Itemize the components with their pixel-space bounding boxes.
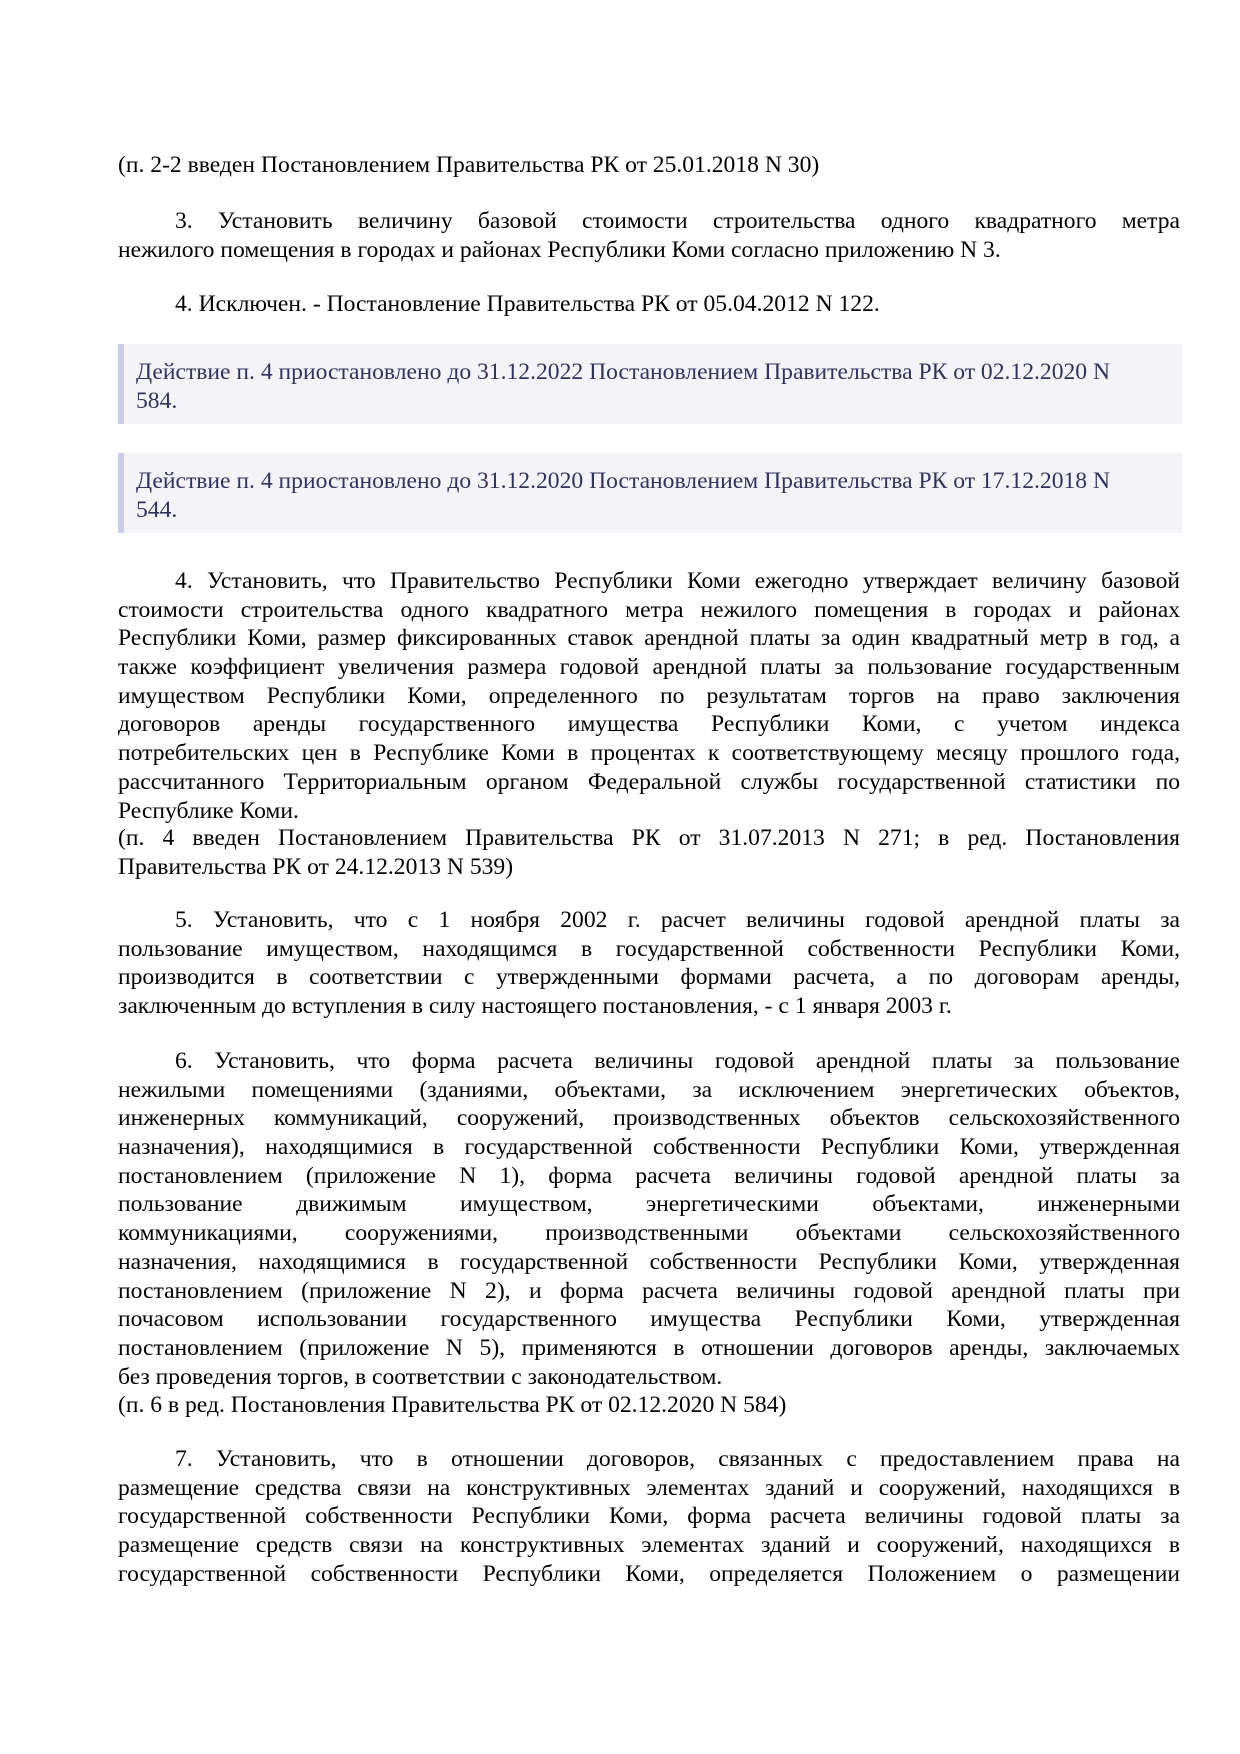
text-line: размещение средств связи на конструктивных элементах зданий и сооружений, находящихся в [118, 1532, 1180, 1559]
text-line: размещение средства связи на конструктивных элементах зданий и сооружений, находящихся в [118, 1474, 1180, 1501]
paragraph-note-4 [118, 824, 1180, 881]
text-line: коммуникациями, сооружениями, производственными объектами сельскохозяйственного [118, 1220, 1180, 1247]
text-line: государственной собственности Республики Коми, форма расчета величины годовой платы за [118, 1503, 1180, 1530]
text-line: Правительства РК от 24.12.2013 N 539) [118, 853, 514, 880]
text-line: государственной собственности Республики Коми, определяется Положением о размещении [118, 1560, 1180, 1587]
text-line: Республике Коми. [118, 797, 299, 824]
paragraph-item-4 [118, 567, 1180, 825]
text-line: 3. Установить величину базовой стоимости строительства одного квадратного метра [175, 208, 1180, 234]
text-line: пользование движимым имуществом, энергетическими объектами, инженерными [118, 1191, 1180, 1218]
text-line: (п. 2-2 введен Постановлением Правительства РК от 25.01.2018 N 30) [118, 152, 820, 178]
notice-text-line: Действие п. 4 приостановлено до 31.12.2022 Постановлением Правительства РК от 02.12.2020 N [136, 359, 1111, 385]
text-line: 5. Установить, что с 1 ноября 2002 г. расчет величины годовой арендной платы за [175, 907, 1180, 933]
text-line: имуществом Республики Коми, определенного по результатам торгов на право заключения [118, 682, 1180, 709]
notice-text-line: Действие п. 4 приостановлено до 31.12.2020 Постановлением Правительства РК от 17.12.2018 N [136, 468, 1111, 494]
text-line: назначения), находящимися в государственной собственности Республики Коми, утвержденная [118, 1134, 1180, 1161]
text-line: 7. Установить, что в отношении договоров, связанных с предоставлением права на [175, 1446, 1180, 1472]
notice-text-line: 544. [136, 497, 178, 523]
paragraph-item-3 [118, 207, 1180, 264]
text-line: также коэффициент увеличения размера годовой арендной платы за пользование государственным [118, 654, 1180, 681]
text-line: рассчитанного Территориальным органом Федеральной службы государственной статистики по [118, 768, 1180, 795]
text-line: почасовом использовании государственного имущества Республики Коми, утвержденная [118, 1306, 1180, 1333]
text-line: инженерных коммуникаций, сооружений, производственных объектов сельскохозяйственного [118, 1105, 1180, 1132]
text-line: постановлением (приложение N 2), и форма расчета величины годовой арендной платы при [118, 1277, 1180, 1304]
text-line: договоров аренды государственного имущества Республики Коми, с учетом индекса [118, 711, 1180, 738]
text-line: (п. 6 в ред. Постановления Правительства РК от 02.12.2020 N 584) [118, 1392, 787, 1418]
text-line: (п. 4 введен Постановлением Правительства РК от 31.07.2013 N 271; в ред. Постановления [118, 825, 1180, 851]
text-line: потребительских цен в Республике Коми в процентах к соответствующему месяцу прошлого года, [118, 740, 1180, 767]
text-line: постановлением (приложение N 5), применяются в отношении договоров аренды, заключаемых [118, 1334, 1180, 1361]
text-line: заключенным до вступления в силу настоящего постановления, - с 1 января 2003 г. [118, 993, 952, 1020]
text-line: 4. Исключен. - Постановление Правительства РК от 05.04.2012 N 122. [175, 291, 880, 317]
paragraph-item-4-excluded [118, 290, 1180, 319]
paragraph-note-2-2 [118, 151, 1180, 180]
paragraph-item-6 [118, 1047, 1180, 1391]
text-line: 4. Установить, что Правительство Республики Коми ежегодно утверждает величину базовой [175, 568, 1180, 594]
text-line: нежилого помещения в городах и районах Республики Коми согласно приложению N 3. [118, 236, 1001, 263]
text-line: нежилыми помещениями (зданиями, объектами, за исключением энергетических объектов, [118, 1076, 1180, 1103]
paragraph-item-5 [118, 906, 1180, 1021]
text-line: Республики Коми, размер фиксированных ставок арендной платы за один квадратный метр в год, а [118, 625, 1180, 652]
text-line: стоимости строительства одного квадратного метра нежилого помещения в городах и районах [118, 596, 1180, 623]
paragraph-note-6 [118, 1391, 1180, 1420]
text-line: постановлением (приложение N 1), форма расчета величины годовой арендной платы за [118, 1162, 1180, 1189]
paragraph-item-7 [118, 1445, 1180, 1588]
notice-suspension-2020 [118, 453, 1182, 533]
text-line: производится в соответствии с утвержденными формами расчета, а по договорам аренды, [118, 964, 1180, 991]
text-line: без проведения торгов, в соответствии с законодательством. [118, 1363, 723, 1390]
notice-suspension-2022 [118, 344, 1182, 424]
text-line: 6. Установить, что форма расчета величины годовой арендной платы за пользование [175, 1048, 1180, 1074]
notice-text-line: 584. [136, 388, 178, 414]
text-line: назначения, находящимися в государственной собственности Республики Коми, утвержденная [118, 1248, 1180, 1275]
text-line: пользование имуществом, находящимся в государственной собственности Республики Коми, [118, 935, 1180, 962]
